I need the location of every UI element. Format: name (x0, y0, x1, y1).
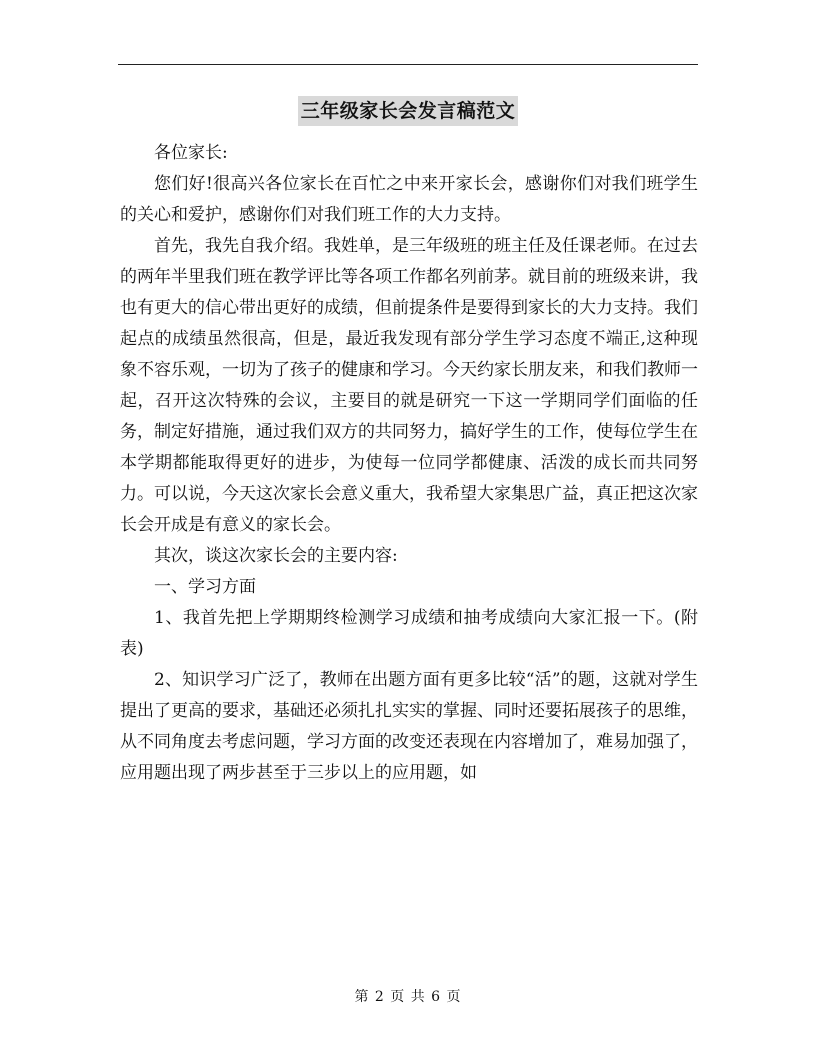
section-heading-study: 一、学习方面 (154, 577, 256, 597)
paragraph-item-1: 1、我首先把上学期期终检测学习成绩和抽考成绩向大家汇报一下。(附表) (120, 608, 698, 659)
document-body (120, 138, 698, 789)
paragraph-welcome: 您们好!很高兴各位家长在百忙之中来开家长会，感谢你们对我们班学生的关心和爱护，感谢你们对我们班工作的大力支持。 (120, 174, 698, 225)
page-number: 第 2 页 共 6 页 (354, 989, 462, 1005)
paragraph-main-content: 其次，谈这次家长会的主要内容: (154, 546, 398, 566)
header-rule (118, 64, 698, 65)
paragraph-greeting: 各位家长: (154, 143, 228, 163)
document-title: 三年级家长会发言稿范文 (298, 96, 519, 126)
title-row (0, 96, 816, 126)
paragraph-introduction: 首先，我先自我介绍。我姓单，是三年级班的班主任及任课老师。在过去的两年半里我们班在教学评比等各项工作都名列前茅。就目前的班级来讲，我也有更大的信心带出更好的成绩，但前提条件是要得到家长的大力支持。我们起点的成绩虽然很高，但是，最近我发现有部分学生学习态度不端正,这种现象不容乐观，一切为了孩子的健康和学习。今天约家长朋友来，和我们教师一起，召开这次特殊的会议，主要目的就是研究一下这一学期同学们面临的任务，制定好措施，通过我们双方的共同努力，搞好学生的工作，使每位学生在本学期都能取得更好的进步，为使每一位同学都健康、活泼的成长而共同努力。可以说，今天这次家长会意义重大，我希望大家集思广益，真正把这次家长会开成是有意义的家长会。 (120, 236, 698, 535)
paragraph-item-2: 2、知识学习广泛了，教师在出题方面有更多比较“活”的题，这就对学生提出了更高的要求，基础还必须扎扎实实的掌握、同时还要拓展孩子的思维，从不同角度去考虑问题，学习方面的改变还表现在内容增加了，难易加强了，应用题出现了两步甚至于三步以上的应用题，如 (120, 670, 698, 783)
